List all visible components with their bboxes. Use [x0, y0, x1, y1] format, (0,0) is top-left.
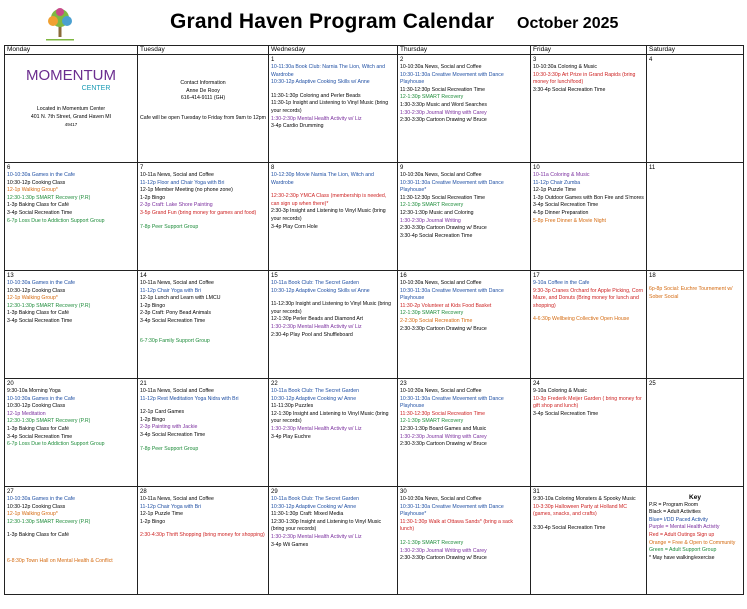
event-item: 12:30-1:30p Music and Coloring: [400, 209, 474, 216]
weekday-header: Monday: [5, 46, 138, 55]
event-item: 10:30-11:30a Creative Movement with Dance Playhouse*: [400, 503, 504, 518]
event-item: 2:30-3:30p Cartoon Drawing w/ Bruce: [400, 325, 487, 332]
event-item: 1:30-2:30p Mental Health Activity w/ Liz: [271, 533, 362, 540]
event-item: 1-3p Baking Class for Café: [7, 532, 69, 539]
day-cell: [5, 379, 138, 487]
event-item: 2:30-3:30p Cartoon Drawing w/ Bruce: [400, 225, 487, 232]
event-item: 2:30-3:30p Cartoon Drawing w/ Bruce: [400, 117, 487, 124]
day-cell: [647, 55, 744, 163]
event-item: 1-2p Bingo: [140, 518, 166, 525]
event-item: 10-12:30p Movie Narnia The Lion, Witch and Wardrobe: [271, 172, 374, 186]
day-number: 22: [271, 381, 278, 387]
day-cell: [398, 271, 531, 379]
day-cell: [531, 163, 647, 271]
event-item: 2-3p Craft: Pony Bead Animals: [140, 310, 211, 317]
event-item: 11-11:30p Puzzles: [271, 403, 314, 410]
logo-sub: CENTER: [81, 85, 111, 92]
weekday-header: Thursday: [398, 46, 531, 55]
contact-phone: 616-414-9111 (GH): [180, 95, 226, 102]
day-cell: [647, 163, 744, 271]
day-number: 15: [271, 273, 278, 279]
event-item: 3-5p Grand Fun (bring money for games and food): [140, 209, 257, 216]
day-cell: [269, 163, 398, 271]
event-item: 9-10a Coffee in the Cafe: [533, 280, 590, 286]
contact-info-cell: [138, 55, 269, 163]
day-number: 2: [400, 57, 404, 63]
event-item: 10-11a News, Social and Coffee: [140, 388, 214, 394]
event-item: 1-3p Outdoor Games with Bon Fire and S'mores: [533, 194, 644, 201]
day-cell: [138, 271, 269, 379]
event-item: 1-3p Baking Class for Café: [7, 202, 69, 209]
event-item: 10:30-12p Cooking Class: [7, 287, 66, 294]
event-item: 12-1p Walking Group*: [7, 187, 58, 194]
event-item: 12:30-1:30p Board Games and Music: [400, 425, 487, 432]
event-item: 9-10a Coloring & Music: [533, 388, 587, 394]
day-number: 30: [400, 489, 407, 495]
event-item: 11-12p Chair Yoga with Bri: [140, 503, 202, 510]
day-number: 6: [7, 165, 11, 171]
day-number: 8: [271, 165, 275, 171]
event-item: 6p-8p Social: Euchre Tournement w/ Sober Social: [649, 286, 733, 300]
day-cell: [531, 271, 647, 379]
event-item: 2:30-3:30p Cartoon Drawing w/ Bruce: [400, 555, 487, 562]
key-item: Red = Adult Outings Sign up: [649, 531, 715, 538]
day-cell: [398, 55, 531, 163]
event-item: 11-12p Chair Yoga with Bri: [140, 287, 202, 294]
contact-name: Anne De Rooy: [186, 87, 220, 94]
event-item: 6-7:30p Family Support Group: [140, 337, 210, 344]
day-number: 4: [649, 57, 653, 63]
tree-logo-icon: [40, 4, 80, 44]
event-item: 12-1p Lunch and Learn with LMCU: [140, 295, 221, 302]
key-item: Black = Adult Activities: [649, 509, 701, 516]
event-item: 11:30-12:30p Social Recreation Time: [400, 86, 485, 93]
event-item: 10-10:30a News, Social and Coffee: [400, 280, 482, 286]
month-label: October 2025: [517, 15, 619, 32]
event-item: 12-1p Puzzle Time: [140, 511, 183, 518]
day-number: 29: [271, 489, 278, 495]
event-item: 10-11a Book Club: The Secret Garden: [271, 280, 360, 286]
week-row: [5, 55, 744, 163]
event-item: 12-1:30p SMART Recovery: [400, 418, 464, 425]
event-item: 2-2:30p Social Recreation Time: [400, 317, 473, 324]
day-number: 10: [533, 165, 540, 171]
event-item: 12-1p Member Meeting (no phone zone): [140, 187, 233, 194]
event-item: 12:30-1:30p Insight and Listening to Vinyl Music (bring your records): [271, 518, 382, 533]
day-number: 18: [649, 273, 656, 279]
event-item: 11-12p Floor and Chair Yoga with Bri: [140, 179, 225, 186]
key-item: Purple = Mental Health Activity: [649, 524, 720, 531]
event-item: 10:30-11:30a Creative Movement with Dance Playhouse: [400, 287, 504, 302]
weekday-header: Friday: [531, 46, 647, 55]
zip-code: 49417: [64, 122, 78, 128]
event-item: 12-1:30p SMART Recovery: [400, 539, 464, 546]
day-number: 11: [649, 165, 656, 171]
event-item: 9:30-10a Coloring Monsters & Spooky Music: [533, 496, 636, 502]
event-item: 12-1p Card Games: [140, 409, 185, 416]
day-cell: [398, 487, 531, 595]
day-cell: [398, 379, 531, 487]
event-item: 10-3:30p Halloween Party at Holland MC (games, snacks, and crafts): [533, 503, 628, 518]
event-item: 3-4p Social Recreation Time: [533, 202, 599, 209]
event-item: 10-10:30a News, Social and Coffee: [400, 64, 482, 70]
event-item: 11:30-12:30p Social Recreation Time: [400, 410, 485, 417]
event-item: 1-2p Bingo: [140, 302, 166, 309]
event-item: 9:30-3p Cranes Orchard for Apple Picking, Corn Maze, and Donuts (Bring money for lunch and shopping): [533, 287, 644, 309]
event-item: 10-11a News, Social and Coffee: [140, 172, 214, 178]
event-item: 12-1:30p Perler Beads and Diamond Art: [271, 316, 363, 323]
page-title: Grand Haven Program Calendar: [170, 10, 495, 33]
day-cell: [5, 271, 138, 379]
event-item: 1:30-2:30p Journal Writing: [400, 217, 461, 224]
event-item: 12-1:30p SMART Recovery: [400, 310, 464, 317]
event-item: 12-1p Walking Group*: [7, 511, 58, 518]
event-item: 4-5p Dinner Preparation: [533, 209, 589, 216]
event-item: 10-3p Frederik Meijer Garden ( bring money for gift shop and lunch): [533, 395, 642, 410]
event-item: 12-1:30p Insight and Listening to Vinyl Music (bring your records): [271, 410, 389, 425]
day-cell: [531, 379, 647, 487]
day-cell: [269, 271, 398, 379]
event-item: 12:30-1:30p SMART Recovery (P.R): [7, 518, 91, 525]
event-item: 3-4p Social Recreation Time: [7, 317, 73, 324]
event-item: 11-12p Chair Zumba: [533, 179, 581, 186]
day-cell: [398, 163, 531, 271]
event-item: 3-4p Social Recreation Time: [7, 209, 73, 216]
event-item: 6-7p Loss Due to Addiction Support Group: [7, 441, 105, 448]
event-item: 10-11a Coloring & Music: [533, 172, 590, 178]
day-number: 1: [271, 57, 275, 63]
event-item: 10-10:30a News, Social and Coffee: [400, 172, 482, 178]
event-item: 10-10:30a Games in the Cafe: [7, 496, 76, 502]
weekday-header: Wednesday: [269, 46, 398, 55]
event-item: 1:30-2:30p Mental Health Activity w/ Liz: [271, 115, 362, 122]
event-item: 12-1:30p SMART Recovery: [400, 94, 464, 101]
legend-key-cell: [647, 487, 744, 595]
day-cell: [138, 163, 269, 271]
event-item: 3:30-4p Social Recreation Time: [533, 524, 606, 531]
day-cell: [269, 487, 398, 595]
event-item: 2-3p Painting with Jackie: [140, 424, 198, 431]
day-cell: [5, 163, 138, 271]
event-item: 6-7p Loss Due to Addiction Support Group: [7, 217, 105, 224]
week-row: [5, 271, 744, 379]
event-item: 10:30-12p Adaptive Cooking Skills w/ Anne: [271, 287, 370, 294]
event-item: 3-4p Play Euchre: [271, 433, 311, 440]
event-item: 11:30-1:30p Craft: Mixed Media: [271, 511, 344, 518]
event-item: 2:30-3p Insight and Listening to Vinyl Music (bring your records): [271, 208, 386, 222]
event-item: 10:30-11:30a Creative Movement with Dance Playhouse: [400, 395, 504, 410]
day-number: 7: [140, 165, 144, 171]
location-info-cell: [5, 55, 138, 163]
event-item: 11:30-1:30p Walk at Ottawa Sands* (bring a sack lunch): [400, 518, 514, 533]
event-item: 1-3p Baking Class for Café: [7, 310, 69, 317]
day-cell: [138, 487, 269, 595]
event-item: 3-4p Social Recreation Time: [140, 431, 206, 438]
day-number: 9: [400, 165, 404, 171]
day-number: 21: [140, 381, 147, 387]
day-number: 3: [533, 57, 537, 63]
day-number: 13: [7, 273, 14, 279]
day-number: 24: [533, 381, 540, 387]
event-item: 1-3p Baking Class for Café: [7, 425, 69, 432]
event-item: 3:30-4p Social Recreation Time: [400, 232, 473, 239]
event-item: 11:30-2p Volunteer at Kids Food Basket: [400, 302, 492, 309]
event-item: 10-11a Book Club: The Secret Garden: [271, 496, 360, 502]
event-item: 10-10:30a Games in the Cafe: [7, 172, 76, 178]
event-item: 10:30-11:30a Creative Movement with Dance Playhouse: [400, 71, 504, 86]
event-item: 3-4p Social Recreation Time: [140, 317, 206, 324]
key-title: Key: [689, 494, 701, 501]
event-item: 10-11a News, Social and Coffee: [140, 496, 214, 502]
day-cell: [138, 379, 269, 487]
day-cell: [269, 379, 398, 487]
key-item: Orange = Free & Open to Community: [649, 539, 736, 546]
event-item: 12-1p Meditation: [7, 410, 46, 417]
event-item: 7-8p Peer Support Group: [140, 223, 199, 230]
event-item: 11-12p Rest Meditation Yoga Nidra with Bri: [140, 395, 239, 402]
cafe-hours-note: Cafe will be open Tuesday to Friday from 9am to 12pm: [140, 114, 267, 121]
event-item: 12:30-1:30p SMART Recovery (P.R): [7, 302, 91, 309]
event-item: 3-4p Wii Games: [271, 541, 309, 548]
event-item: 10:30-12p Cooking Class: [7, 503, 66, 510]
day-number: 23: [400, 381, 407, 387]
event-item: 10:30-12p Adaptive Cooking w/ Anne: [271, 395, 357, 402]
event-item: 2:30-3:30p Cartoon Drawing w/ Bruce: [400, 441, 487, 448]
weekday-header: Tuesday: [138, 46, 269, 55]
event-item: 10-10:30a Coloring & Music: [533, 64, 598, 70]
day-cell: [647, 271, 744, 379]
key-item: Blue= I/DD Paced Activity: [649, 516, 708, 523]
event-item: 12-1p Walking Group*: [7, 295, 58, 302]
event-item: 7-8p Peer Support Group: [140, 445, 199, 452]
event-item: 4-6:30p Wellbeing Collective Open House: [533, 316, 630, 323]
event-item: 10:30-11:30a Creative Movement with Dance Playhouse*: [400, 179, 504, 194]
key-item: * May have walking/exercise: [649, 554, 715, 561]
calendar-grid: [4, 45, 744, 595]
event-item: 1-2p Bingo: [140, 416, 166, 423]
event-item: 10-11:30a Book Club: Narnia The Lion, Witch and Wardrobe: [271, 64, 385, 78]
key-item: P.R = Program Room: [649, 501, 699, 508]
event-item: 10-10:30a News, Social and Coffee: [400, 496, 482, 502]
event-item: 12-1p Puzzle Time: [533, 187, 576, 194]
weekday-header: Saturday: [647, 46, 744, 55]
address: 401 N. 7th Street, Grand Haven MI: [30, 113, 112, 120]
day-number: 16: [400, 273, 407, 279]
day-cell: [531, 487, 647, 595]
event-item: 2:30-4p Play Pool and Shuffleboard: [271, 331, 353, 338]
contact-label: Contact Information: [180, 80, 226, 86]
event-item: 3-4p Social Recreation Time: [533, 410, 599, 417]
event-item: 10:30-12p Cooking Class: [7, 403, 66, 410]
event-item: 1:30-2:30p Journal Writing with Carey: [400, 109, 487, 116]
week-row: [5, 379, 744, 487]
day-number: 14: [140, 273, 147, 279]
day-number: 17: [533, 273, 540, 279]
day-number: 31: [533, 489, 540, 495]
week-row: [5, 163, 744, 271]
event-item: 10-10:30a News, Social and Coffee: [400, 388, 482, 394]
event-item: 1:30-2:30p Mental Health Activity w/ Liz: [271, 323, 362, 330]
event-item: 3-4p Cardio Drumming: [271, 123, 324, 130]
day-number: 20: [7, 381, 14, 387]
day-number: 28: [140, 489, 147, 495]
day-cell: [5, 487, 138, 595]
event-item: 9:30-10a Morning Yoga: [7, 388, 61, 394]
day-cell: [269, 55, 398, 163]
event-item: 12:30-1:30p SMART Recovery (P.R): [7, 418, 91, 425]
event-item: 2-3p Craft: Lake Shore Painting: [140, 202, 213, 209]
momentum-logo-icon: [16, 64, 126, 94]
event-item: 1-2p Bingo: [140, 194, 166, 201]
event-item: 10:30-12p Adaptive Cooking Skills w/ Anne: [271, 79, 370, 86]
event-item: 12:30-1:30p SMART Recovery (P.R): [7, 194, 91, 201]
day-number: 27: [7, 489, 14, 495]
event-item: 1:30-2:30p Journal Writing with Carey: [400, 547, 487, 554]
day-cell: [647, 379, 744, 487]
event-item: 1:30-3:30p Music and Word Searches: [400, 101, 487, 108]
weekday-header-row: [5, 46, 744, 55]
event-item: 12-1:30p SMART Recovery: [400, 202, 464, 209]
event-item: 11:30-12:30p Social Recreation Time: [400, 194, 485, 201]
event-item: 6-8:30p Town Hall on Mental Health & Conflict: [7, 557, 113, 564]
event-item: 11:30-1:30p Coloring and Perler Beads: [271, 92, 361, 99]
location-label: Located in Momentum Center: [36, 106, 106, 112]
event-item: 10:30-3:30p Art Prize in Grand Rapids (bring money for lunch/food): [533, 71, 636, 86]
event-item: 10-10:30a Games in the Cafe: [7, 395, 76, 402]
event-item: 11-12:30p Insight and Listening to Vinyl Music (bring your records): [271, 301, 392, 315]
event-item: 10:30-12p Adaptive Cooking w/ Anne: [271, 503, 357, 510]
event-item: 10-11a Book Club: The Secret Garden: [271, 388, 360, 394]
event-item: 3-4p Social Recreation Time: [7, 433, 73, 440]
logo-word: MOMENTUM: [26, 67, 116, 84]
week-row: [5, 487, 744, 595]
day-cell: [531, 55, 647, 163]
event-item: 10-11a News, Social and Coffee: [140, 280, 214, 286]
event-item: 3-4p Play Corn Hole: [271, 223, 318, 230]
event-item: 10:30-12p Cooking Class: [7, 179, 66, 186]
event-item: 10-10:30a Games in the Cafe: [7, 280, 76, 286]
key-item: Green = Adult Support Group: [649, 547, 717, 554]
day-number: 25: [649, 381, 656, 387]
event-item: 3:30-4p Social Recreation Time: [533, 86, 606, 93]
event-item: 1:30-2:30p Journal Writing with Carey: [400, 433, 487, 440]
event-item: 5-8p Free Dinner & Movie Night: [533, 217, 606, 224]
event-item: 2:30-4:30p Thrift Shopping (bring money for shopping): [140, 532, 265, 539]
event-item: 12:30-2:30p YMCA Class (membership is needed, can sign up when there)*: [271, 193, 387, 207]
event-item: 11:30-1p Insight and Listening to Vinyl Music (bring your records): [271, 100, 389, 114]
event-item: 1:30-2:30p Mental Health Activity w/ Liz: [271, 425, 362, 432]
